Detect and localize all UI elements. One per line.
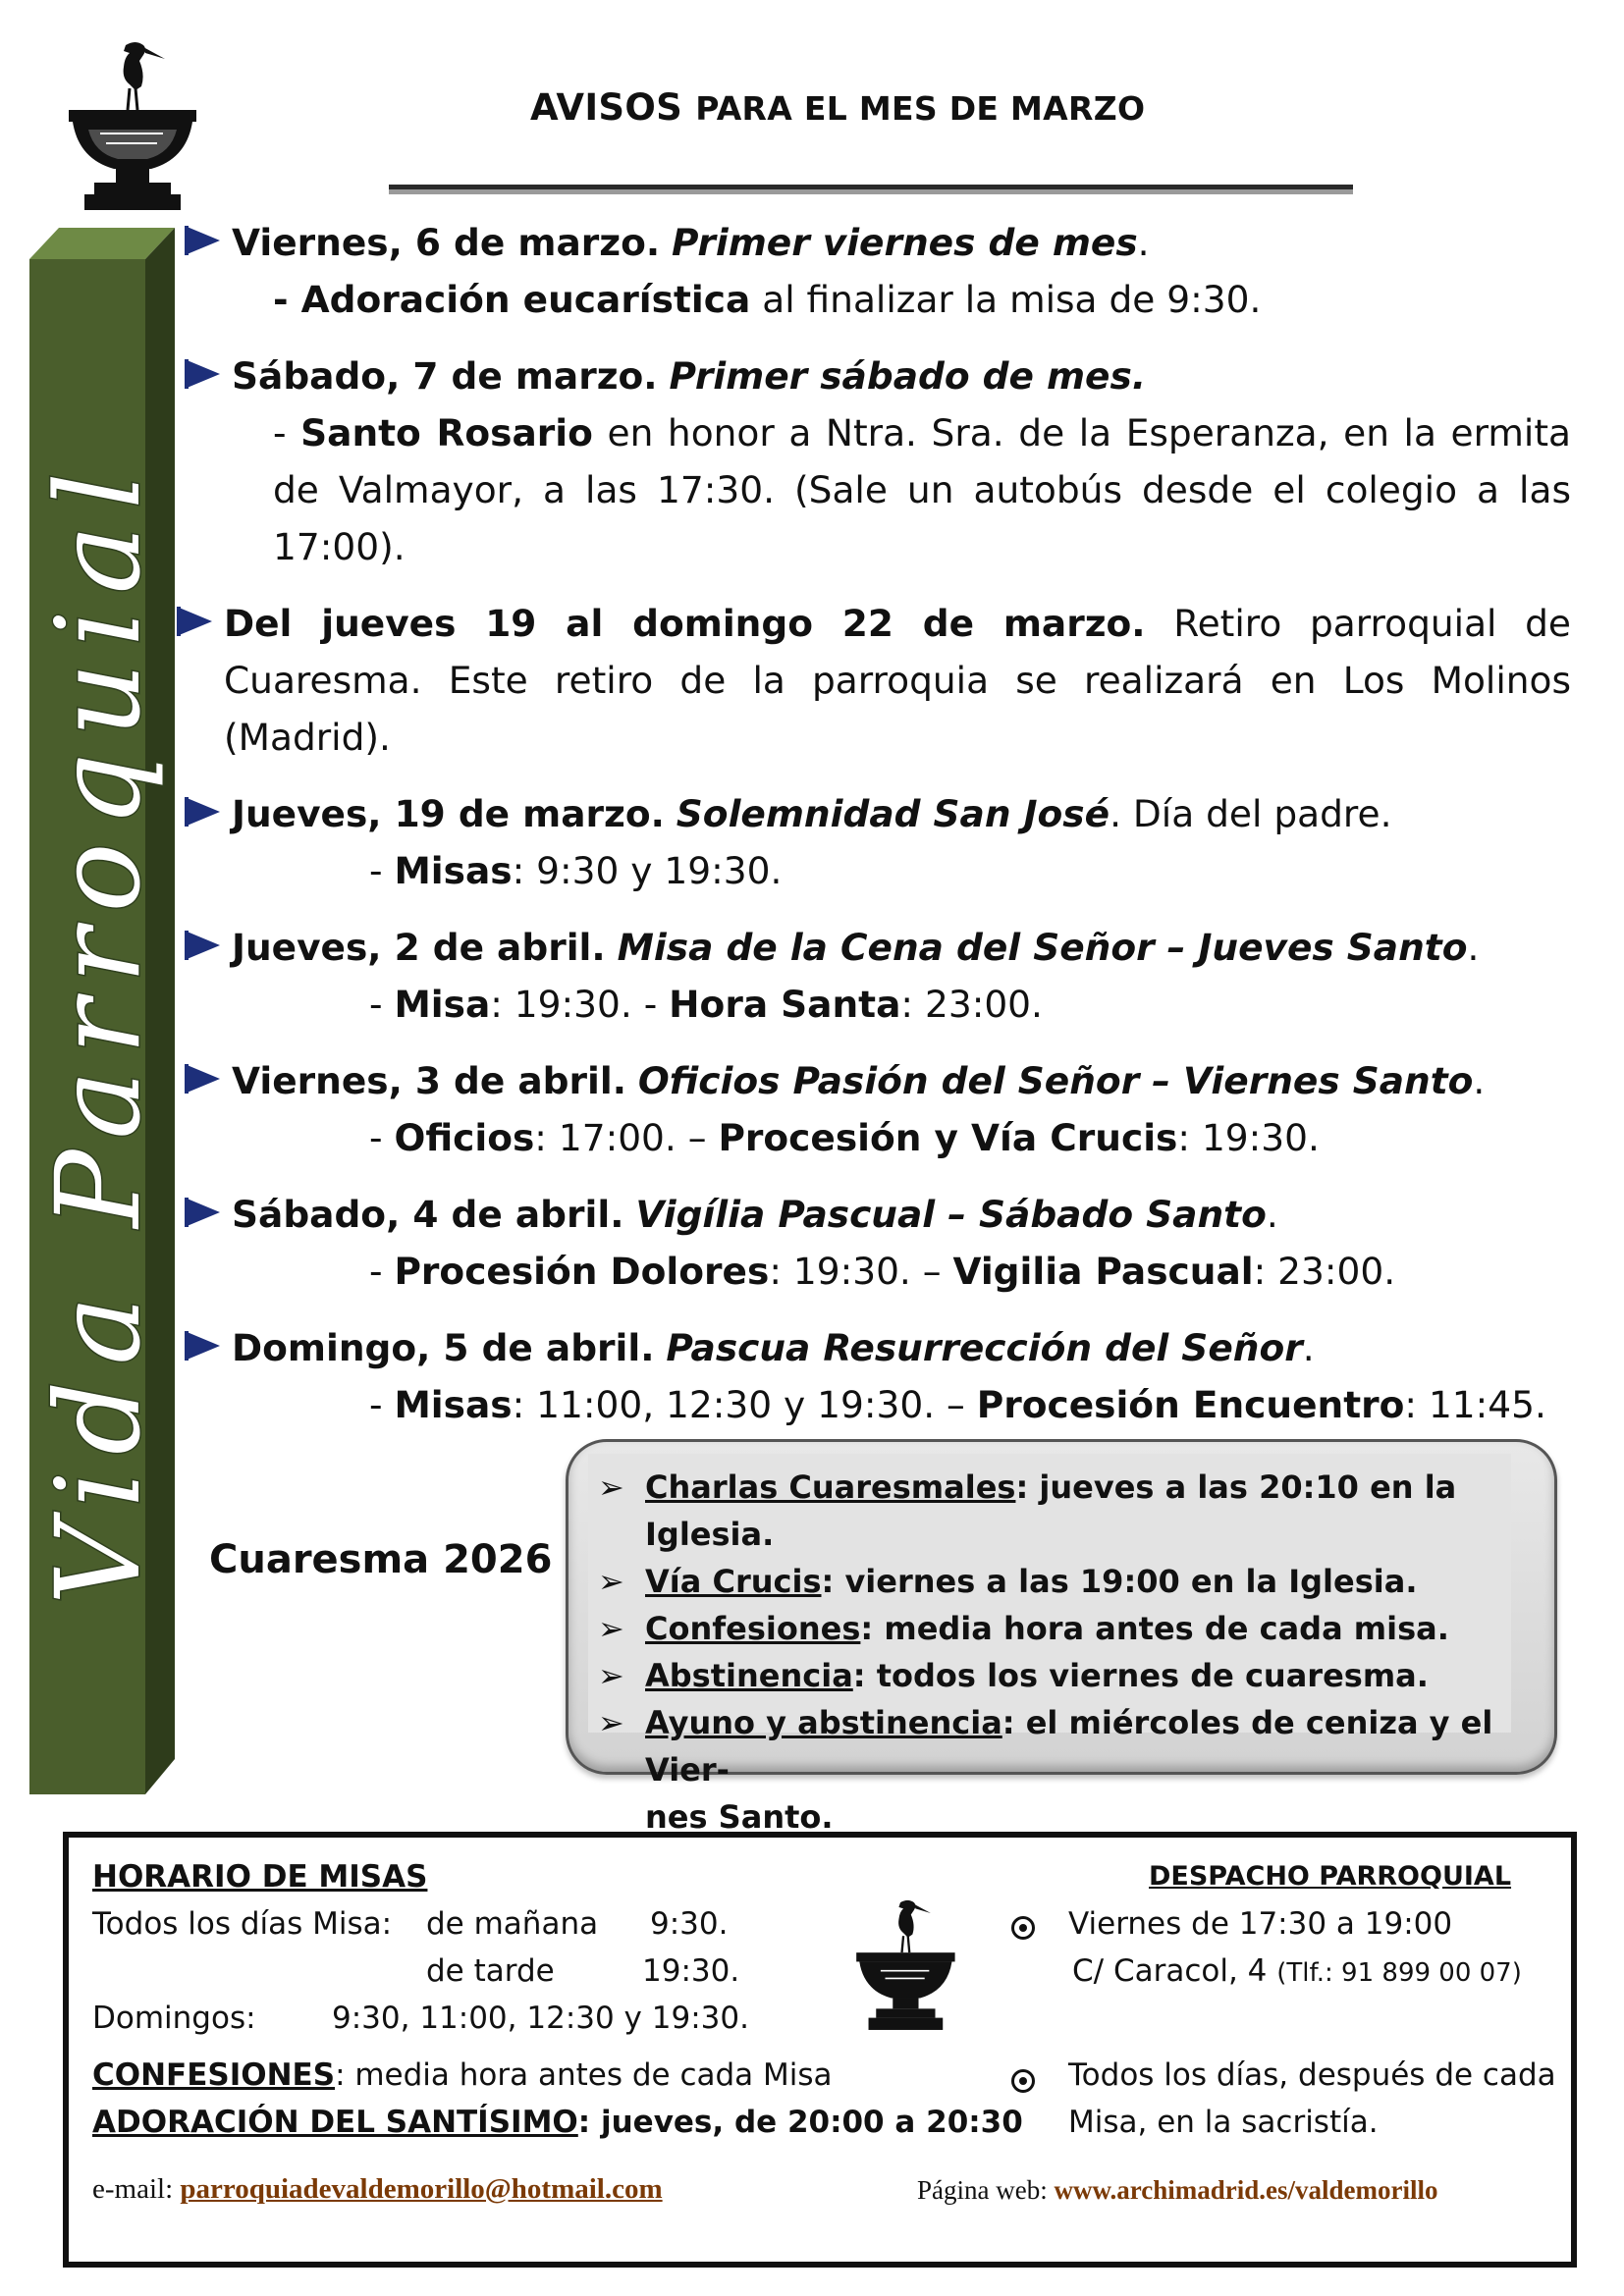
triangle-bullet-icon [185, 1198, 220, 1227]
event-item: Del jueves 19 al domingo 22 de marzo. Retiro parroquial de Cuaresma. Este retiro de la parroquia se realizará en Los Molinos (Madrid). [177, 595, 1571, 766]
cuaresma-list [596, 1464, 1509, 1841]
sundays-label: Domingos: [92, 2001, 256, 2036]
morning-time: 9:30. [650, 1906, 729, 1942]
title-divider [389, 185, 1353, 189]
event-item: Sábado, 7 de marzo. Primer sábado de mes. - Santo Rosario en honor a Ntra. Sra. de la Esperanza, en la ermita de Valmayor, a las 17:30. (Sale un autobús desde el colegio a las 17:00). [185, 347, 1571, 575]
triangle-bullet-icon [185, 797, 220, 827]
web-link[interactable]: www.archimadrid.es/valdemorillo [1054, 2175, 1438, 2205]
arrow-check-icon: ➢ [598, 1610, 624, 1647]
adoration-line: ADORACIÓN DEL SANTÍSIMO: jueves, de 20:00 a 20:30 [92, 2105, 1023, 2140]
confessions-line: CONFESIONES: media hora antes de cada Misa [92, 2057, 833, 2093]
list-item: ➢ Confesiones: media hora antes de cada misa. [596, 1605, 1509, 1652]
triangle-bullet-icon [177, 607, 212, 636]
office-address-line: C/ Caracol, 4 (Tlf.: 91 899 00 07) [1072, 1953, 1522, 1989]
email-line: e-mail: parroquiadevaldemorillo@hotmail.com [92, 2173, 663, 2205]
sacristy-line-1: Todos los días, después de cada [1068, 2057, 1556, 2093]
list-item: ➢ Charlas Cuaresmales: jueves a las 20:10 en la Iglesia. [596, 1464, 1509, 1558]
sundays-times: 9:30, 11:00, 12:30 y 19:30. [332, 2001, 749, 2036]
afternoon-time: 19:30. [642, 1953, 740, 1989]
office-heading: DESPACHO PARROQUIAL [1149, 1861, 1512, 1892]
web-line: Página web: www.archimadrid.es/valdemorillo [917, 2175, 1438, 2205]
triangle-bullet-icon [185, 226, 220, 255]
event-item: Jueves, 19 de marzo. Solemnidad San José. Día del padre. - Misas: 9:30 y 19:30. [185, 785, 1571, 899]
sacristy-line-2: Misa, en la sacristía. [1068, 2105, 1379, 2140]
cuaresma-box [566, 1439, 1557, 1836]
event-item: Viernes, 3 de abril. Oficios Pasión del Señor – Viernes Santo. - Oficios: 17:00. – Procesión y Vía Crucis: 19:30. [185, 1052, 1571, 1166]
event-item: Viernes, 6 de marzo. Primer viernes de mes. - Adoración eucarística al finalizar la misa de 9:30. [185, 214, 1571, 328]
arrow-check-icon: ➢ [598, 1657, 624, 1694]
triangle-bullet-icon [185, 1064, 220, 1094]
event-item: Sábado, 4 de abril. Vigília Pascual – Sábado Santo. - Procesión Dolores: 19:30. – Vigilia Pascual: 23:00. [185, 1186, 1571, 1300]
events-list [185, 214, 1571, 1453]
stork-font-logo-icon [61, 39, 203, 221]
radio-bullet-icon [1011, 2069, 1035, 2093]
event-item: Domingo, 5 de abril. Pascua Resurrección del Señor. - Misas: 11:00, 12:30 y 19:30. – Procesión Encuentro: 11:45. [185, 1319, 1571, 1433]
arrow-check-icon: ➢ [598, 1563, 624, 1600]
daily-label: Todos los días Misa: [92, 1906, 393, 1942]
afternoon-label: de tarde [426, 1953, 555, 1989]
masses-heading: HORARIO DE MISAS [92, 1859, 428, 1895]
list-item: ➢ Vía Crucis: viernes a las 19:00 en la Iglesia. [596, 1558, 1509, 1605]
triangle-bullet-icon [185, 931, 220, 960]
page-title: AVISOS PARA EL MES DE MARZO [530, 86, 1146, 129]
stork-font-logo-icon [850, 1895, 960, 2042]
schedule-box [63, 1832, 1577, 2268]
arrow-check-icon: ➢ [598, 1468, 624, 1506]
email-link[interactable]: parroquiadevaldemorillo@hotmail.com [180, 2173, 663, 2205]
office-hours: Viernes de 17:30 a 19:00 [1068, 1906, 1453, 1942]
radio-bullet-icon [1011, 1916, 1035, 1940]
triangle-bullet-icon [185, 1331, 220, 1361]
cuaresma-label: Cuaresma 2026 [209, 1537, 553, 1582]
morning-label: de mañana [426, 1906, 599, 1942]
list-item: ➢ Abstinencia: todos los viernes de cuaresma. [596, 1652, 1509, 1699]
event-item: Jueves, 2 de abril. Misa de la Cena del Señor – Jueves Santo. - Misa: 19:30. - Hora Santa: 23:00. [185, 919, 1571, 1033]
triangle-bullet-icon [185, 359, 220, 389]
list-item: ➢ Ayuno y abstinencia: el miércoles de ceniza y el Vier- nes Santo. [596, 1699, 1509, 1841]
sidebar-label: Vida Parroquial [30, 456, 166, 1605]
arrow-check-icon: ➢ [598, 1704, 624, 1741]
